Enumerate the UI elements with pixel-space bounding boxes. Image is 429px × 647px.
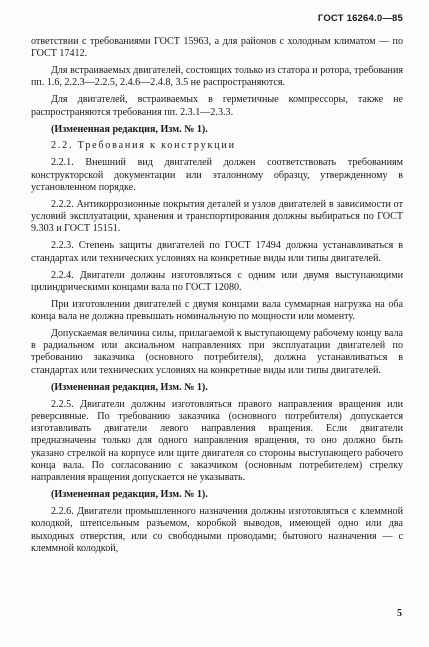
page-header: ГОСТ 16264.0—85 — [317, 13, 403, 24]
paragraph: Для встраиваемых двигателей, состоящих только из статора и ротора, требования пп. 1.6, 2.2.3—2.2.5, 2.4.6—2.4.8, 3.5 не распространяются. — [31, 65, 403, 89]
amendment-note: (Измененная редакция, Изм. № 1). — [51, 489, 208, 501]
page-number: 5 — [397, 608, 402, 619]
amendment-note: (Измененная редакция, Изм. № 1). — [51, 123, 208, 135]
paragraph: 2.2.3. Степень защиты двигателей по ГОСТ 17494 должна устанавливаться в стандартах или технических условиях на конкретные виды или типы двигателей. — [31, 240, 403, 264]
section-heading: 2.2. Требования к конструкции — [51, 140, 236, 152]
paragraph: 2.2.6. Двигатели промышленного назначения должны изготовляться с клеммной колодкой, штепсельным разъемом, коробкой выводов, имеющей одно или два выходных отверстия, или со свободными проводами; бытового назначения — с клеммной колодкой, — [31, 506, 403, 554]
amendment-note: (Измененная редакция, Изм. № 1). — [51, 381, 208, 393]
paragraph: ответствии с требованиями ГОСТ 15963, а для районов с холодным климатом — по ГОСТ 17412. — [31, 36, 403, 60]
paragraph: 2.2.2. Антикоррозионные покрытия деталей и узлов двигателей в зависимости от условий эксплуатации, хранения и транспортирования должны выбираться по ГОСТ 9.303 и ГОСТ 15151. — [31, 198, 403, 235]
paragraph: При изготовлении двигателей с двумя концами вала суммарная нагрузка на оба конца вала не должна превышать номинальную по мощности или моменту. — [31, 298, 403, 322]
paragraph: Допускаемая величина силы, прилагаемой к выступающему рабочему концу вала в радиальном или аксиальном направлениях при эксплуатации двигателей по требованию заказчика (основного потребителя), должна устанавливаться в стандартах или технических условиях на конкретные виды или типы двигателей. — [31, 327, 403, 376]
paragraph: Для двигателей, встраиваемых в герметичные компрессоры, также не распространяются требования пп. 2.3.1—2.3.3. — [31, 94, 403, 118]
paragraph: 2.2.1. Внешний вид двигателей должен соответствовать требованиям конструкторской документации или эталонному образцу, утвержденному в установленном порядке. — [31, 157, 403, 193]
paragraph: 2.2.4. Двигатели должны изготовляться с одним или двумя выступающими цилиндрическими концами вала по ГОСТ 12080. — [31, 269, 403, 293]
paragraph: 2.2.5. Двигатели должны изготовляться правого направления вращения или реверсивные. По требованию заказчика (основного потребителя) допускается изготавливать двигатели левого направления вращения. Если двигатели предназначены только для одного направления вращения, то оно должно быть указано стрелкой на корпусе или щите двигателя со стороны выступающего рабочего конца вала. По согласованию с заказчиком (основным потребителем) стрелку направления вращения допускается не указывать. — [31, 398, 403, 484]
document-body — [31, 36, 403, 560]
